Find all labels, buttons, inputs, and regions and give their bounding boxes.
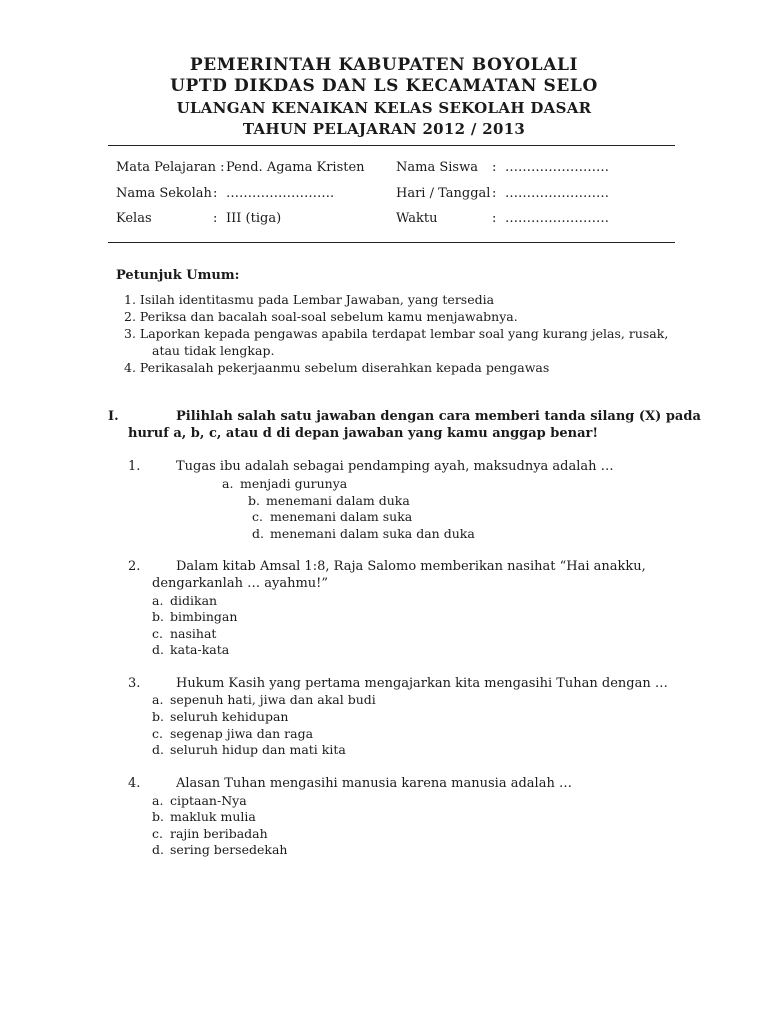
option-letter: c.: [152, 626, 163, 641]
section-number: I.: [108, 409, 119, 424]
nama-sekolah-label: Nama Sekolah: [116, 186, 212, 201]
hari-tanggal-label: Hari / Tanggal: [396, 186, 491, 201]
option-text: menemani dalam suka dan duka: [270, 526, 475, 541]
header-school-year: TAHUN PELAJARAN 2012 / 2013: [242, 120, 526, 138]
option-letter: b.: [152, 609, 164, 624]
nama-siswa-value: ……………………: [505, 160, 609, 175]
answer-option[interactable]: [152, 709, 289, 724]
answer-option[interactable]: [152, 593, 217, 608]
option-letter: a.: [152, 793, 164, 808]
answer-option[interactable]: [152, 726, 313, 741]
answer-option[interactable]: [222, 476, 347, 491]
option-text: sepenuh hati, jiwa dan akal budi: [170, 692, 376, 707]
instruction-item: 2. Periksa dan bacalah soal-soal sebelum kamu menjawabnya.: [124, 309, 518, 324]
kelas-label: Kelas: [116, 211, 152, 226]
option-text: didikan: [170, 593, 218, 608]
answer-option[interactable]: [152, 809, 256, 824]
answer-option[interactable]: [152, 742, 346, 757]
option-text: menjadi gurunya: [240, 476, 348, 491]
kelas-colon: :: [213, 211, 218, 226]
question-text-continued: dengarkanlah … ayahmu!”: [152, 576, 329, 591]
option-letter: d.: [152, 642, 164, 657]
option-text: kata-kata: [170, 642, 230, 657]
answer-option[interactable]: [152, 609, 237, 624]
option-letter: b.: [248, 493, 260, 508]
instruction-item: 1. Isilah identitasmu pada Lembar Jawaban, yang tersedia: [124, 292, 495, 307]
option-letter: d.: [252, 526, 264, 541]
option-text: sering bersedekah: [170, 842, 288, 857]
option-text: menemani dalam duka: [266, 493, 410, 508]
header-uptd: UPTD DIKDAS DAN LS KECAMATAN SELO: [170, 76, 598, 96]
option-text: bimbingan: [170, 609, 238, 624]
mata-pelajaran-label: Mata Pelajaran :: [116, 160, 225, 175]
option-letter: a.: [222, 476, 234, 491]
option-letter: c.: [152, 826, 163, 841]
option-text: menemani dalam suka: [270, 509, 413, 524]
answer-option[interactable]: [152, 692, 376, 707]
option-letter: d.: [152, 842, 164, 857]
option-letter: a.: [152, 593, 164, 608]
answer-option[interactable]: [152, 793, 247, 808]
question-text: Dalam kitab Amsal 1:8, Raja Salomo memberikan nasihat “Hai anakku,: [176, 559, 646, 574]
waktu-label: Waktu: [396, 211, 438, 226]
option-text: seluruh hidup dan mati kita: [170, 742, 346, 757]
option-letter: a.: [152, 692, 164, 707]
option-text: ciptaan-Nya: [170, 793, 247, 808]
nama-siswa-label: Nama Siswa: [396, 160, 478, 175]
option-letter: b.: [152, 809, 164, 824]
nama-sekolah-colon: :: [213, 186, 218, 201]
answer-option[interactable]: [248, 493, 410, 508]
question-number: 4.: [128, 776, 141, 791]
header-divider-top: [108, 145, 675, 146]
answer-option[interactable]: [252, 509, 412, 524]
header-divider-bottom: [108, 242, 675, 243]
answer-option[interactable]: [152, 626, 216, 641]
hari-tanggal-colon: :: [492, 186, 497, 201]
option-text: rajin beribadah: [170, 826, 268, 841]
instruction-item: 4. Perikasalah pekerjaanmu sebelum diserahkan kepada pengawas: [124, 360, 550, 375]
option-letter: d.: [152, 742, 164, 757]
instruction-item: 3. Laporkan kepada pengawas apabila terdapat lembar soal yang kurang jelas, rusak,: [124, 326, 669, 341]
waktu-value: ……………………: [505, 211, 609, 226]
option-letter: c.: [152, 726, 163, 741]
answer-option[interactable]: [152, 842, 287, 857]
question-text: Alasan Tuhan mengasihi manusia karena manusia adalah …: [176, 776, 572, 791]
option-letter: c.: [252, 509, 263, 524]
question-text: Hukum Kasih yang pertama mengajarkan kita mengasihi Tuhan dengan …: [176, 676, 668, 691]
question-number: 3.: [128, 676, 141, 691]
option-text: makluk mulia: [170, 809, 256, 824]
nama-sekolah-value: …………………….: [226, 186, 335, 201]
option-text: nasihat: [170, 626, 217, 641]
waktu-colon: :: [492, 211, 497, 226]
section-instruction-line2: huruf a, b, c, atau d di depan jawaban yang kamu anggap benar!: [128, 426, 599, 441]
header-government: PEMERINTAH KABUPATEN BOYOLALI: [189, 55, 579, 75]
question-text: Tugas ibu adalah sebagai pendamping ayah, maksudnya adalah …: [176, 459, 614, 474]
question-number: 2.: [128, 559, 141, 574]
option-text: segenap jiwa dan raga: [170, 726, 314, 741]
instruction-item-continued: atau tidak lengkap.: [152, 343, 275, 358]
instructions-title: Petunjuk Umum:: [116, 268, 240, 283]
header-exam-title: ULANGAN KENAIKAN KELAS SEKOLAH DASAR: [176, 99, 592, 117]
nama-siswa-colon: :: [492, 160, 497, 175]
section-instruction-line1: Pilihlah salah satu jawaban dengan cara memberi tanda silang (X) pada: [176, 409, 701, 424]
mata-pelajaran-value: Pend. Agama Kristen: [226, 160, 365, 175]
answer-option[interactable]: [252, 526, 475, 541]
answer-option[interactable]: [152, 826, 268, 841]
option-letter: b.: [152, 709, 164, 724]
answer-option[interactable]: [152, 642, 229, 657]
question-number: 1.: [128, 459, 141, 474]
option-text: seluruh kehidupan: [170, 709, 289, 724]
hari-tanggal-value: ……………………: [505, 186, 609, 201]
kelas-value: III (tiga): [226, 211, 282, 226]
